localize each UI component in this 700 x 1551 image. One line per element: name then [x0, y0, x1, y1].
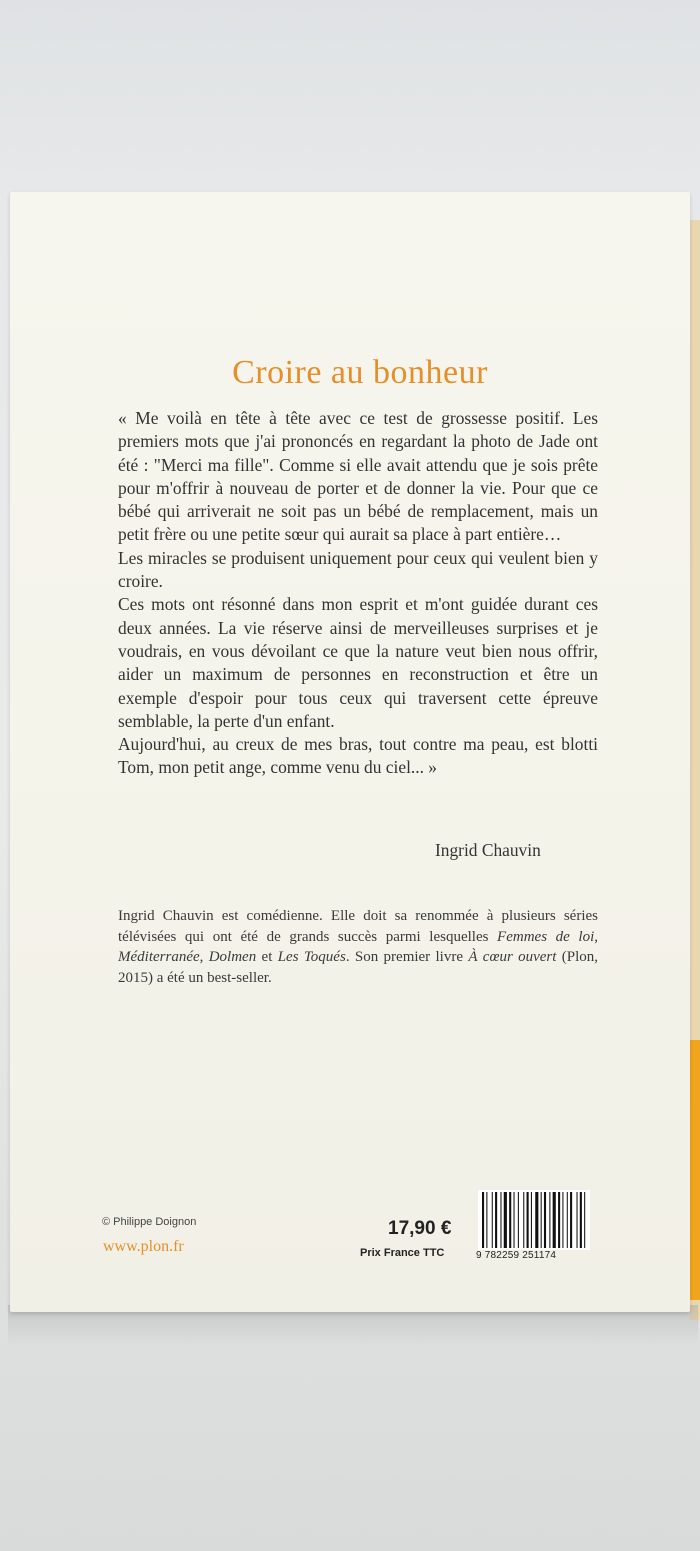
bio-show-title: Les Toqués	[277, 949, 346, 965]
quote-paragraph: Ces mots ont résonné dans mon esprit et m'ont guidée durant ces deux années. La vie réserve ainsi de merveilleuses surprises et je voudrais, en vous dévoilant ce que la nature veut bien nous offrir, aider un maximum de personnes en reconstruction et être un exemple d'espoir pour tous ceux qui traversent cette épreuve semblable, la perte d'un enfant.	[118, 594, 598, 731]
bio-show-title: Femmes de loi	[497, 928, 595, 945]
bio-show-title: Méditerranée	[118, 949, 200, 965]
barcode-digits: 9 782259 251174	[476, 1250, 557, 1261]
photo-credit: © Philippe Doignon	[102, 1216, 197, 1228]
bio-text: Ingrid Chauvin est comédienne. Elle doit sa renommée à plusieurs séries télévisées qui ont été de grands succès parmi lesquelles	[118, 908, 598, 945]
quote-paragraph: Aujourd'hui, au creux de mes bras, tout contre ma peau, est blotti Tom, mon petit ange, comme venu du ciel... »	[118, 734, 598, 778]
bio-text: et	[256, 949, 278, 965]
back-cover-quote	[118, 407, 598, 780]
book-back-cover	[10, 192, 690, 1312]
quote-paragraph: « Me voilà en tête à tête avec ce test de grossesse positif. Les premiers mots que j'ai prononcés en regardant la photo de Jade ont été : "Merci ma fille". Comme si elle avait attendu que je sois prête pour m'offrir à nouveau de porter et de donner la vie. Pour que ce bébé qui arriverait ne soit pas un bébé de remplacement, mais un petit frère ou une petite sœur qui aurait sa place à part entière…	[118, 408, 598, 545]
barcode-icon	[478, 1190, 590, 1250]
book-title: Croire au bonheur	[232, 354, 488, 391]
bio-show-title: Dolmen	[208, 949, 257, 965]
publisher-website: www.plon.fr	[103, 1238, 184, 1255]
author-signature: Ingrid Chauvin	[435, 840, 541, 860]
price: 17,90 €	[388, 1218, 452, 1239]
bio-text: ,	[199, 949, 209, 965]
bio-text: (Plon, 2015) a été un best-seller.	[118, 949, 599, 986]
orange-book-edge	[690, 1040, 700, 1300]
bio-text: . Son premier livre	[345, 949, 469, 965]
price-label: Prix France TTC	[360, 1247, 445, 1259]
author-bio	[118, 906, 598, 988]
bio-book-title: À cœur ouvert	[468, 949, 557, 965]
quote-paragraph: Les miracles se produisent uniquement pour ceux qui veulent bien y croire.	[118, 547, 598, 592]
bio-text: ,	[594, 928, 598, 945]
